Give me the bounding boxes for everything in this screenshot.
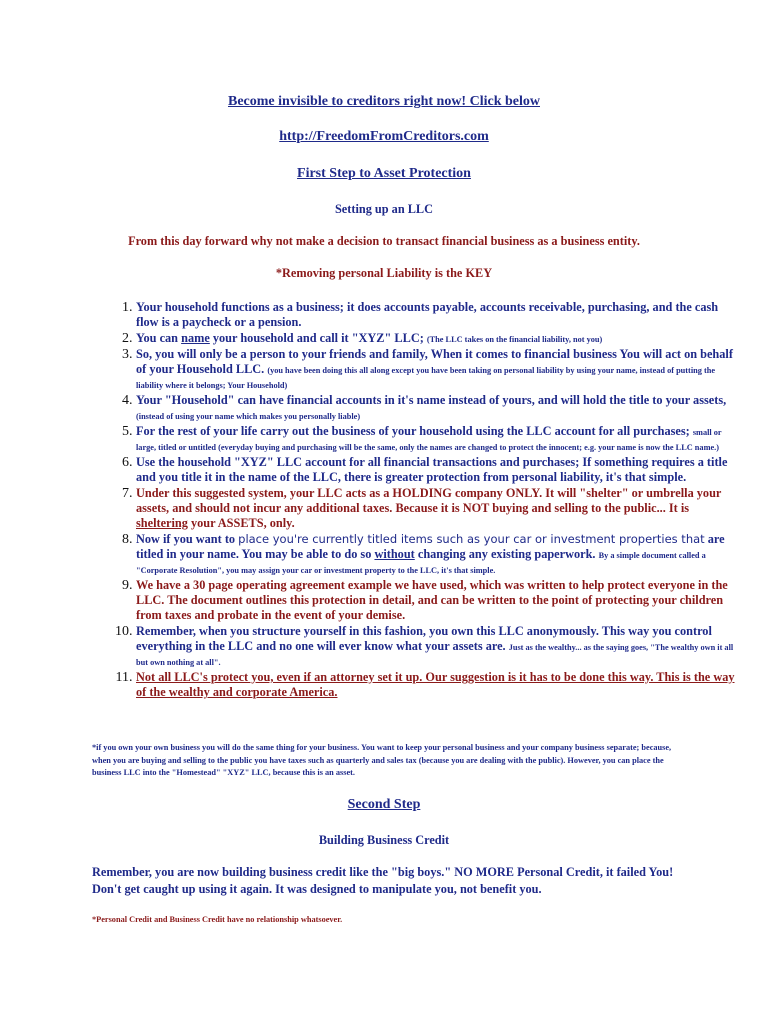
- site-link[interactable]: http://FreedomFromCreditors.com: [279, 129, 489, 144]
- list-item: 4. Your "Household" can have financial accounts in it's name instead of yours, and will hold the title to your assets, (instead of using your name which makes you personally liable): [136, 393, 736, 423]
- footnote: *if you own your own business you will do the same thing for your business. You want to keep your personal business and your company business separate; because, when you are buying and selling to the public you have taxes such as quarterly and sales tax (because you are dealing with the public). However, you can place the business LLC into the "Homestead" "XYZ" LLC, because this is an asset.: [92, 743, 672, 777]
- step1-subtitle: Setting up an LLC: [334, 202, 434, 216]
- key-line: *Removing personal Liability is the KEY: [275, 266, 493, 280]
- list-item: 7. Under this suggested system, your LLC acts as a HOLDING company ONLY. It will "shelter" or umbrella your assets, and should not incur any additional taxes. Because it is NOT buying and selling to the public... It is sheltering your ASSETS, only.: [136, 486, 736, 531]
- list-item: 11. Not all LLC's protect you, even if an attorney set it up. Our suggestion is it has to be done this way. This is the way of the wealthy and corporate America.: [136, 670, 736, 700]
- list-item: 8. Now if you want to place you're currently titled items such as your car or investment properties that are titled in your name. You may be able to do so without changing any existing paperwork. By a simple document called a "Corporate Resolution", you may assign your car or investment property to the LLC, it's that simple.: [136, 532, 736, 577]
- step2-note: *Personal Credit and Business Credit have no relationship whatsoever.: [92, 915, 343, 924]
- list-item: 5. For the rest of your life carry out the business of your household using the LLC account for all purchases; small or large, titled or untitled (everyday buying and purchasing will be the same, only the names are changed to protect the innocent; e.g. your name is now the LLC name.): [136, 424, 736, 454]
- list-item: 2. You can name your household and call it "XYZ" LLC; (The LLC takes on the financial liability, not you): [136, 331, 736, 346]
- step2-title: Second Step: [347, 797, 421, 812]
- list-item: 10. Remember, when you structure yourself in this fashion, you own this LLC anonymously. This way you control everything in the LLC and no one will ever know what your assets are. Just as the wealthy... as the saying goes, "The wealthy own it all but own nothing at all".: [136, 624, 736, 669]
- list-item: 3. So, you will only be a person to your friends and family, When it comes to financial business You will act on behalf of your Household LLC. (you have been doing this all along except you have been taking on personal liability by using your name, instead of putting the liability where it belongs; Your Household): [136, 347, 736, 392]
- steps-list: [92, 300, 736, 701]
- intro-line: From this day forward why not make a decision to transact financial business as a business entity.: [128, 234, 640, 248]
- step2-subtitle: Building Business Credit: [318, 833, 450, 847]
- list-item: 1. Your household functions as a business; it does accounts payable, accounts receivable, purchasing, and the cash flow is a paycheck or a pension.: [136, 300, 736, 330]
- step2-paragraph: Remember, you are now building business credit like the "big boys." NO MORE Personal Credit, it failed You! Don't get caught up using it again. It was designed to manipulate you, not benefit you.: [92, 865, 674, 896]
- list-item: 9. We have a 30 page operating agreement example we have used, which was written to help protect everyone in the LLC. The document outlines this protection in detail, and can be written to the point of protecting your children from taxes and probate in the event of your demise.: [136, 578, 736, 623]
- step1-title: First Step to Asset Protection: [297, 166, 471, 181]
- promo-heading[interactable]: Become invisible to creditors right now! Click below: [228, 94, 540, 109]
- list-item: 6. Use the household "XYZ" LLC account for all financial transactions and purchases; If something requires a title and you title it in the name of the LLC, there is greater protection from personal liability, it's that simple.: [136, 455, 736, 485]
